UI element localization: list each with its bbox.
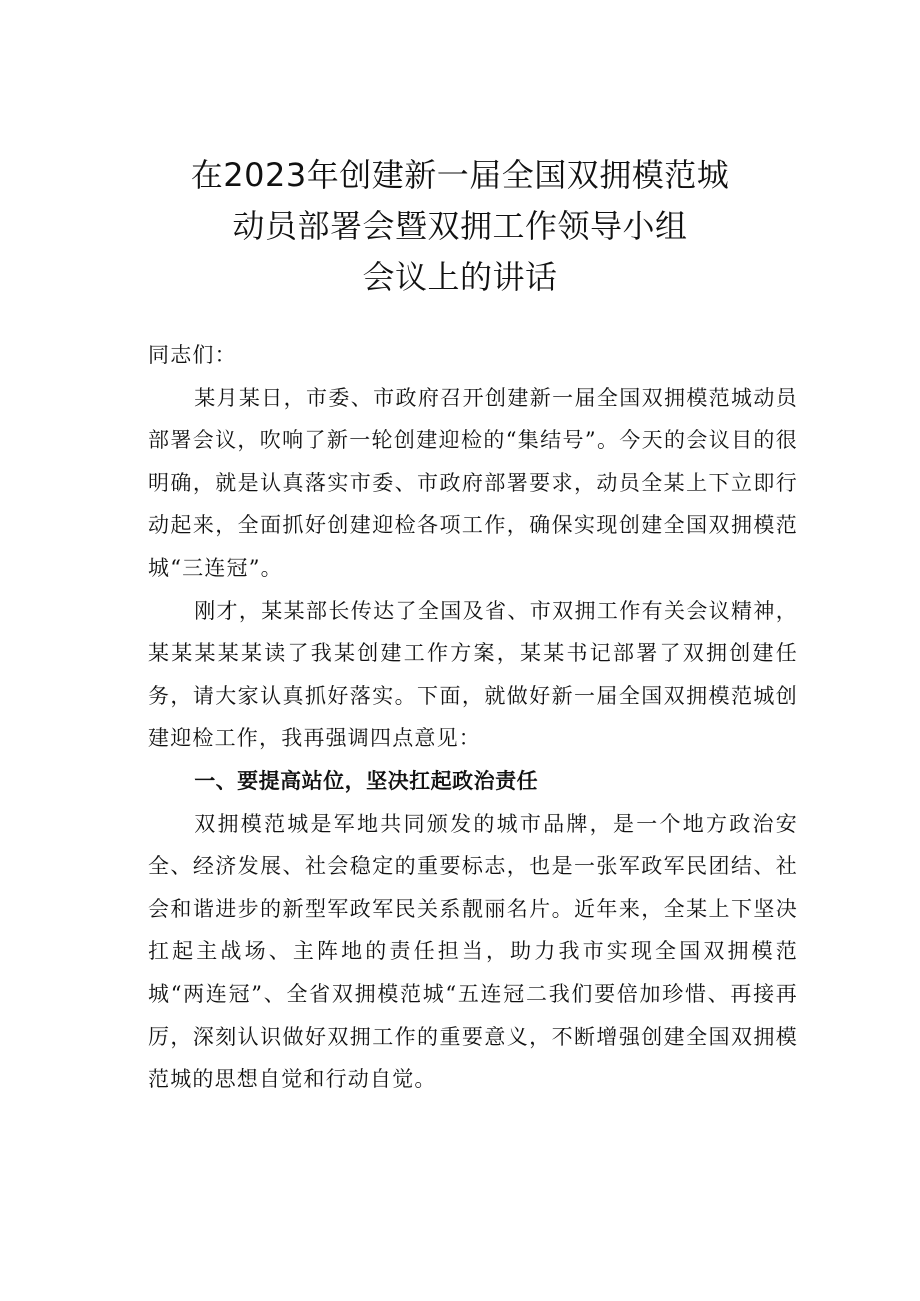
title-line-3: 会议上的讲话: [362, 258, 558, 296]
section-heading-1: 一、要提高站位，坚决扛起政治责任: [194, 768, 539, 793]
document-title: [100, 150, 820, 303]
title-line-2: 动员部署会暨双拥工作领导小组: [232, 207, 688, 245]
title-line-1: 在2023年创建新一届全国双拥模范城: [190, 156, 730, 194]
paragraph-1: 某月某日，市委、市政府召开创建新一届全国双拥模范城动员部署会议，吹响了新一轮创建迎检的“集结号”。今天的会议目的很明确，就是认真落实市委、市政府部署要求，动员全某上下立即行动起来，全面抓好创建迎检各项工作，确保实现创建全国双拥模范城“三连冠”。: [148, 385, 798, 580]
document-body: [148, 334, 798, 1101]
paragraph-2: 刚才，某某部长传达了全国及省、市双拥工作有关会议精神，某某某某某读了我某创建工作方案，某某书记部署了双拥创建任务，请大家认真抓好落实。下面，就做好新一届全国双拥模范城创建迎检工作，我再强调四点意见：: [148, 598, 798, 751]
section-paragraph-1: 双拥模范城是军地共同颁发的城市品牌，是一个地方政治安全、经济发展、社会稳定的重要标志，也是一张军政军民团结、社会和谐进步的新型军政军民关系靓丽名片。近年来，全某上下坚决扛起主战场、主阵地的责任担当，助力我市实现全国双拥模范城“两连冠”、全省双拥模范城“五连冠二我们要倍加珍惜、再接再厉，深刻认识做好双拥工作的重要意义，不断增强创建全国双拥模范城的思想自觉和行动自觉。: [148, 811, 798, 1092]
greeting: 同志们：: [148, 343, 237, 367]
